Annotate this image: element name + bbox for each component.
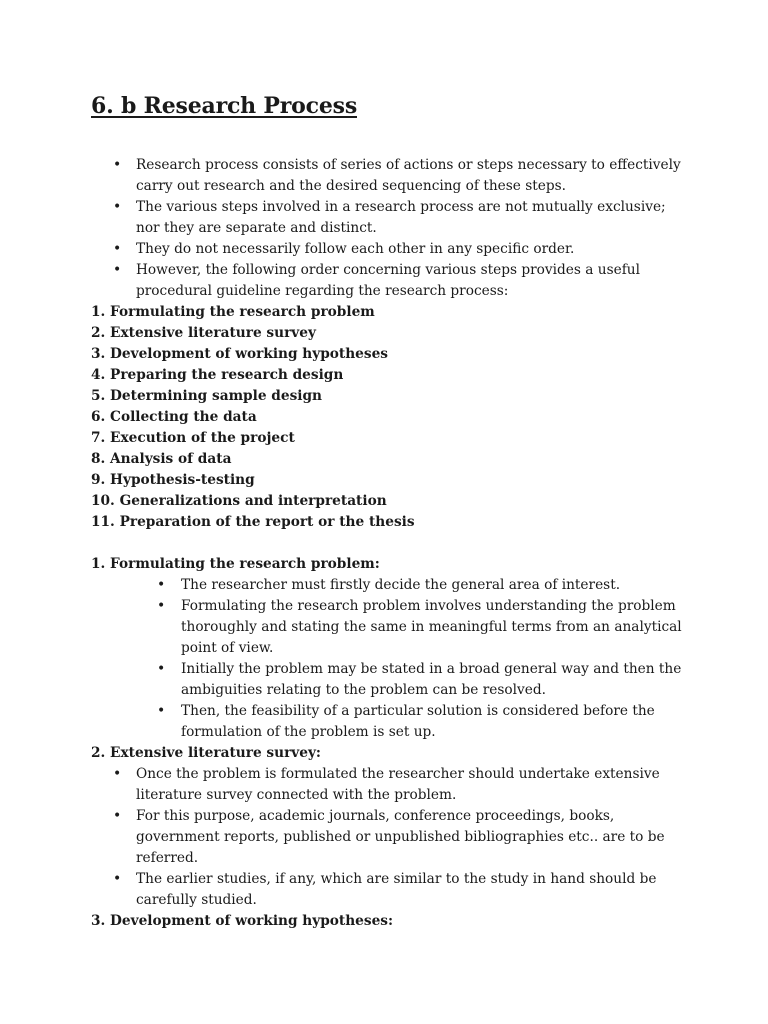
step-item: 7. Execution of the project xyxy=(91,430,295,446)
step-item: 6. Collecting the data xyxy=(91,409,257,425)
intro-bullet: • However, the following order concerning various steps provides a useful procedural guideline regarding the research process: xyxy=(91,260,691,302)
section1-bullet: • Initially the problem may be stated in a broad general way and then the ambiguities relating to the problem can be resolved. xyxy=(91,659,691,701)
step-item: 1. Formulating the research problem xyxy=(91,304,375,320)
spacer xyxy=(91,533,691,554)
step-item: 9. Hypothesis-testing xyxy=(91,472,255,488)
section-heading-literature: 2. Extensive literature survey: xyxy=(91,745,321,761)
step-item: 8. Analysis of data xyxy=(91,451,232,467)
steps-list xyxy=(91,302,691,533)
section2-bullet: • The earlier studies, if any, which are similar to the study in hand should be carefully studied. xyxy=(91,869,691,911)
step-item: 3. Development of working hypotheses xyxy=(91,346,389,362)
section1-bullet: • Formulating the research problem involves understanding the problem thoroughly and stating the same in meaningful terms from an analytical point of view. xyxy=(91,596,691,659)
section-heading-hypotheses: 3. Development of working hypotheses: xyxy=(91,913,394,929)
intro-bullet: • Research process consists of series of actions or steps necessary to effectively carry out research and the desired sequencing of these steps. xyxy=(91,155,691,197)
document-body xyxy=(91,155,691,932)
step-item: 2. Extensive literature survey xyxy=(91,325,316,341)
section2-bullet-list xyxy=(91,764,691,911)
intro-bullet: • They do not necessarily follow each other in any specific order. xyxy=(91,239,691,260)
section1-bullet: • Then, the feasibility of a particular solution is considered before the formulation of the problem is set up. xyxy=(91,701,691,743)
step-item: 11. Preparation of the report or the thesis xyxy=(91,514,415,530)
section-heading-formulating: 1. Formulating the research problem: xyxy=(91,556,380,572)
intro-bullet-list xyxy=(91,155,691,302)
section2-bullet: • For this purpose, academic journals, conference proceedings, books, government reports, published or unpublished bibliographies etc.. are to be referred. xyxy=(91,806,691,869)
section2-bullet: • Once the problem is formulated the researcher should undertake extensive literature survey connected with the problem. xyxy=(91,764,691,806)
step-item: 10. Generalizations and interpretation xyxy=(91,493,387,509)
section1-bullet-list xyxy=(91,575,691,743)
section1-bullet: • The researcher must firstly decide the general area of interest. xyxy=(91,575,691,596)
page-title: 6. b Research Process xyxy=(91,93,357,119)
step-item: 4. Preparing the research design xyxy=(91,367,344,383)
intro-bullet: • The various steps involved in a research process are not mutually exclusive; nor they are separate and distinct. xyxy=(91,197,691,239)
step-item: 5. Determining sample design xyxy=(91,388,323,404)
